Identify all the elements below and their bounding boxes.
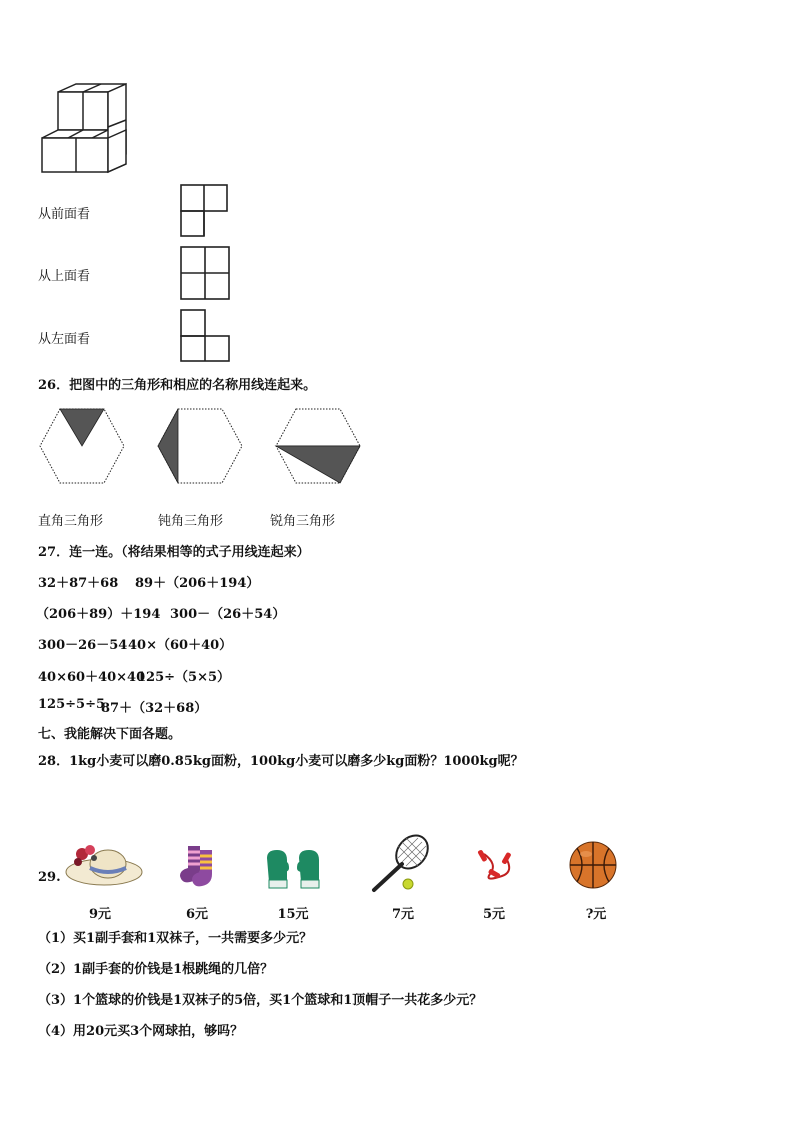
q28-text: 28．1kg小麦可以磨0.85kg面粉，100kg小麦可以磨多少kg面粉？1000kg呢？ xyxy=(38,754,524,769)
socks-icon xyxy=(178,844,218,890)
left-view-grid xyxy=(180,309,232,365)
top-view-grid xyxy=(180,246,232,302)
basketball-icon xyxy=(568,840,618,890)
q29-question-4: （4）用20元买3个网球拍，够吗？ xyxy=(38,1024,244,1039)
price-gloves: 15元 xyxy=(277,907,309,922)
q29-question-1: （1）买1副手套和1双袜子，一共需要多少元？ xyxy=(38,931,313,946)
cube-solid-figure xyxy=(38,80,138,180)
jump-rope-icon xyxy=(478,848,514,884)
expr-left-2: （206＋89）＋194 xyxy=(36,607,161,622)
price-hat: 9元 xyxy=(88,907,112,922)
view-label-left: 从左面看 xyxy=(38,332,91,347)
expr-right-2: 300－（26＋54） xyxy=(170,607,286,622)
section-7-title: 七、我能解决下面各题。 xyxy=(38,727,182,742)
expr-right-5: 87＋（32＋68） xyxy=(101,701,208,716)
front-view-grid xyxy=(180,184,230,239)
expr-right-1: 89＋（206＋194） xyxy=(135,576,260,591)
expr-left-4: 40×60＋40×40 xyxy=(38,670,146,685)
gloves-icon xyxy=(263,848,323,890)
view-label-top: 从上面看 xyxy=(38,269,91,284)
q29-question-2: （2）1副手套的价钱是1根跳绳的几倍？ xyxy=(38,962,274,977)
price-rope: 5元 xyxy=(482,907,506,922)
triangle-name-acute: 锐角三角形 xyxy=(270,514,336,529)
hexagon-figure-2 xyxy=(156,406,246,486)
hexagon-figure-1 xyxy=(38,406,128,486)
expr-left-5: 125÷5÷5 xyxy=(38,697,106,712)
tennis-racket-icon xyxy=(368,832,434,894)
price-basketball: ?元 xyxy=(585,907,607,922)
expr-left-1: 32＋87＋68 xyxy=(38,576,119,591)
q29-number: 29. xyxy=(38,870,61,885)
expr-right-4: 125÷（5×5） xyxy=(137,670,231,685)
q29-question-3: （3）1个篮球的价钱是1双袜子的5倍，买1个篮球和1顶帽子一共花多少元？ xyxy=(38,993,483,1008)
price-racket: 7元 xyxy=(391,907,415,922)
triangle-name-right: 直角三角形 xyxy=(38,514,104,529)
sun-hat-icon xyxy=(64,840,144,888)
expr-right-3: 40×（60＋40） xyxy=(128,638,233,653)
hexagon-figure-3 xyxy=(274,406,364,486)
q27-title: 27．连一连。（将结果相等的式子用线连起来） xyxy=(38,545,310,560)
triangle-name-obtuse: 钝角三角形 xyxy=(158,514,224,529)
view-label-front: 从前面看 xyxy=(38,207,91,222)
price-socks: 6元 xyxy=(185,907,209,922)
expr-left-3: 300－26－54 xyxy=(38,638,128,653)
q26-title: 26．把图中的三角形和相应的名称用线连起来。 xyxy=(38,378,317,393)
